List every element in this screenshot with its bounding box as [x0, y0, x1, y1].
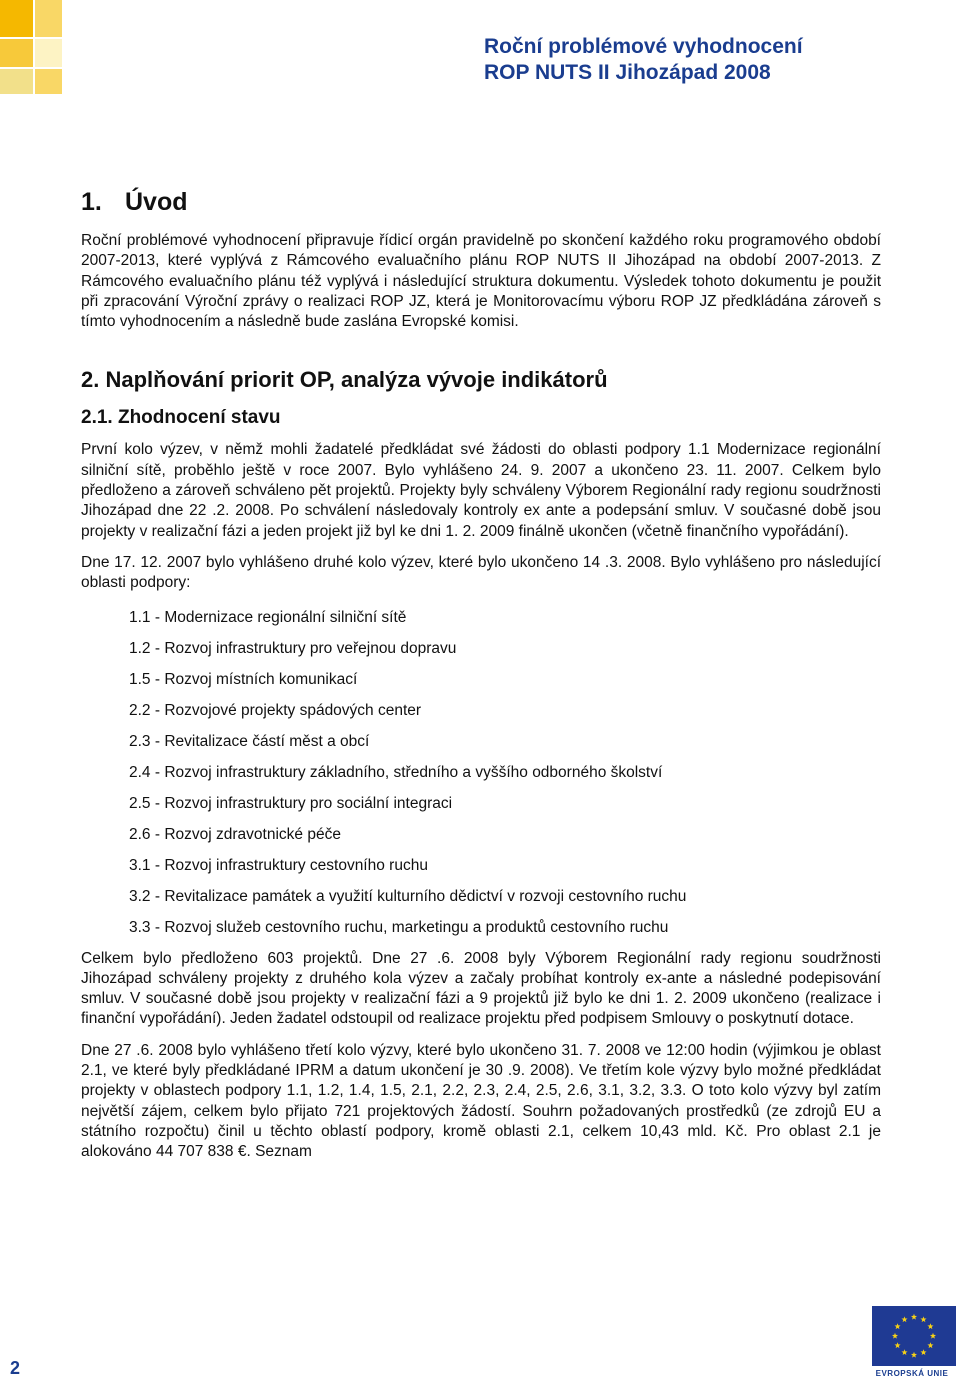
- paragraph-second-round: Dne 17. 12. 2007 bylo vyhlášeno druhé kolo výzev, které bylo ukončeno 14 .3. 2008. Bylo vyhlášeno pro následující oblasti podpory:: [81, 553, 881, 592]
- section-1-number: 1.: [81, 188, 102, 216]
- list-item: 2.3 - Revitalizace částí měst a obcí: [129, 732, 370, 750]
- list-item: 1.2 - Rozvoj infrastruktury pro veřejnou dopravu: [129, 639, 457, 657]
- list-item: 1.1 - Modernizace regionální silniční sítě: [129, 608, 407, 626]
- paragraph-first-round: První kolo výzev, v němž mohli žadatelé předkládat své žádosti do oblasti podpory 1.1 Modernizace regionální silniční sítě, proběhlo ještě v roce 2007. Bylo vyhlášeno 24. 9. 2007 a ukončeno 23. 11. 2007. Celkem bylo předloženo a zároveň schváleno pět projektů. Projekty byly schváleny Výborem Regionální rady regionu soudržnosti Jihozápad dne 22 .2. 2008. Po schválení následovaly kontroly ex ante a podepsání smluv. V současné době jsou projekty v realizační fázi a jeden projekt již byl ke dni 1. 2. 2009 finálně ukončen (včetně finančního vypořádání).: [81, 441, 881, 540]
- section-1-heading: [81, 186, 881, 218]
- list-item: 2.4 - Rozvoj infrastruktury základního, středního a vyššího odborného školství: [129, 763, 663, 781]
- list-item: 2.6 - Rozvoj zdravotnické péče: [129, 825, 341, 843]
- section-1-title: Úvod: [125, 188, 188, 216]
- intro-paragraph: Roční problémové vyhodnocení připravuje řídicí orgán pravidelně po skončení každého roku programového období 2007-2013, které vyplývá z Rámcového evaluačního plánu ROP NUTS II Jihozápad na období 2007-2013. Z Rámcového evaluačního plánu též vyplývá i následující struktura dokumentu. Výsledek tohoto dokumentu je použit při zpracování Výroční zprávy o realizaci ROP JZ, která je Monitorovacímu výboru ROP JZ předkládána zároveň s tímto vyhodnocením a následně bude zaslána Evropské komisi.: [81, 232, 881, 331]
- paragraph-projects-total: Celkem bylo předloženo 603 projektů. Dne 27 .6. 2008 byly Výborem Regionální rady regionu soudržnosti Jihozápad schváleny projekty z druhého kola výzev a začaly probíhat kontroly ex-ante a následné podepisování smluv. V současné době jsou projekty v realizační fázi a 9 projektů již bylo ke dni 1. 2. 2009 ukončeno (realizace i finanční vypořádání). Jeden žadatel odstoupil od realizace projektu před podpisem Smlouvy o poskytnutí dotace.: [81, 949, 881, 1028]
- region-logo: [0, 0, 62, 94]
- page-number: 2: [10, 1358, 21, 1378]
- section-2-1-heading: 2.1. Zhodnocení stavu: [81, 407, 281, 429]
- document-body: [81, 186, 881, 1163]
- eu-label: EVROPSKÁ UNIE: [875, 1369, 949, 1378]
- list-item: 2.5 - Rozvoj infrastruktury pro sociální integraci: [129, 794, 453, 812]
- paragraph-third-round: Dne 27 .6. 2008 bylo vyhlášeno třetí kolo výzvy, které bylo ukončeno 31. 7. 2008 ve 12:00 hodin (výjimkou je oblast 2.1, ve které byly předkládané IPRM a datum ukončení je 30 .9. 2008). Ve třetím kole výzvy bylo možné předkládat projekty v oblastech podpory 1.1, 1.2, 1.4, 1.5, 2.1, 2.2, 2.3, 2.4, 2.5, 2.6, 3.1, 3.2, 3.3. O toto kolo výzvy byl zatím největší zájem, celkem bylo přijato 721 projektových žádostí. Souhrn požadovaných prostředků (ze zdrojů EU a státního rozpočtu) činil u těchto oblastí podpory, kromě oblasti 2.1, celkem 10,43 mld. Kč. Pro oblast 2.1 je alokováno 44 707 838 €. Seznam: [81, 1041, 881, 1161]
- header-title-line1: Roční problémové vyhodnocení: [484, 35, 803, 58]
- list-item: 3.1 - Rozvoj infrastruktury cestovního ruchu: [129, 856, 428, 874]
- support-areas-list: [129, 608, 881, 938]
- list-item: 1.5 - Rozvoj místních komunikací: [129, 670, 358, 688]
- section-2-heading: 2. Naplňování priorit OP, analýza vývoje indikátorů: [81, 367, 608, 393]
- list-item: 2.2 - Rozvojové projekty spádových center: [129, 701, 422, 719]
- eu-flag-icon: [872, 1306, 956, 1366]
- header-title-line2: ROP NUTS II Jihozápad 2008: [484, 61, 771, 84]
- list-item: 3.2 - Revitalizace památek a využití kulturního dědictví v rozvoji cestovního ruchu: [129, 887, 687, 905]
- list-item: 3.3 - Rozvoj služeb cestovního ruchu, marketingu a produktů cestovního ruchu: [129, 918, 669, 936]
- document-header: [484, 34, 904, 86]
